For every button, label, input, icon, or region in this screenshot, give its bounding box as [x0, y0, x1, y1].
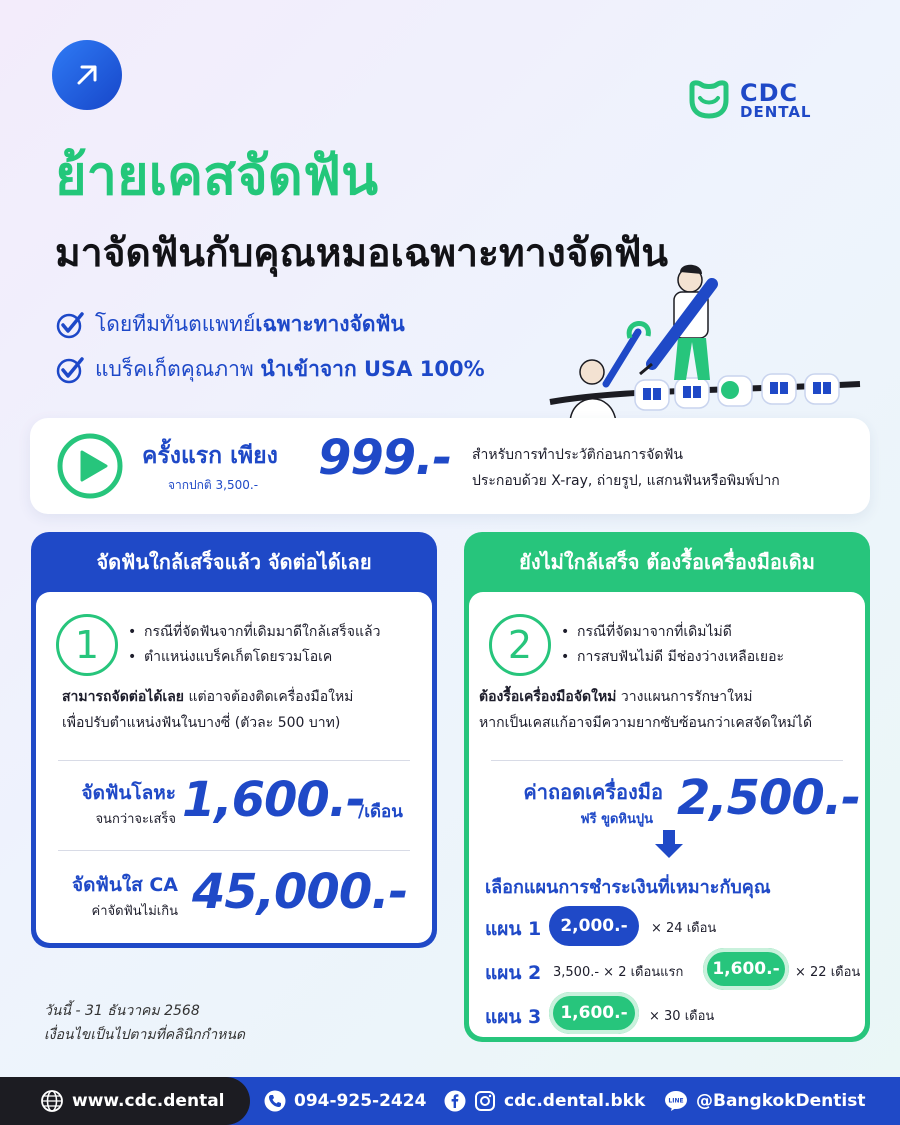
plan-3-amount[interactable]: 1,600.- [549, 992, 639, 1034]
page-title: ย้ายเคสจัดฟัน [55, 144, 378, 207]
promo-price: 999.- [318, 430, 452, 486]
promo-description: สำหรับการทำประวัติก่อนการจัดฟัน [472, 447, 683, 463]
promo-regular-price: จากปกติ 3,500.- [168, 478, 259, 492]
promo-first-time: ครั้งแรก เพียง [142, 443, 278, 469]
clear-aligner-price: 45,000.- [192, 864, 408, 920]
per-month-unit: /เดือน [358, 802, 403, 822]
plan-1-amount[interactable]: 2,000.- [549, 906, 639, 946]
feature-highlight: นำเข้าจาก USA 100% [260, 357, 485, 381]
metal-braces-label: จัดฟันโลหะ [81, 782, 176, 804]
plan-2-term: × 22 เดือน [795, 965, 861, 980]
description-text: วางแผนการรักษาใหม่ [616, 689, 753, 705]
card-header: ยังไม่ใกล้เสร็จ ต้องรื้อเครื่องมือเดิม [519, 550, 815, 574]
removal-fee-note: ฟรี ขูดหินปูน [580, 812, 653, 827]
plan-1-label: แผน 1 [485, 918, 542, 940]
step-number: 1 [56, 614, 118, 676]
arrow-down-icon [653, 828, 685, 860]
card-description [479, 684, 869, 736]
tooth-logo-icon [686, 80, 732, 120]
plan-2-initial: 3,500.- × 2 เดือนแรก [553, 965, 684, 980]
feature-text: แบร็คเก็ตคุณภาพ [95, 357, 261, 381]
dentist-braces-illustration [540, 262, 870, 432]
card-body [36, 592, 432, 943]
check-circle-icon [55, 355, 85, 385]
promo-period: วันนี้ - 31 ธันวาคม 2568 [44, 1003, 200, 1019]
line-icon [664, 1090, 688, 1112]
option-card-continue [31, 532, 437, 948]
check-circle-icon [55, 310, 85, 340]
line-link[interactable] [664, 1077, 865, 1125]
phone-text: 094-925-2424 [294, 1091, 427, 1111]
brand-logo [686, 80, 812, 120]
globe-icon [40, 1089, 64, 1113]
clear-aligner-note: ค่าจัดฟันไม่เกิน [91, 904, 178, 919]
promo-description: ประกอบด้วย X-ray, ถ่ายรูป, แสกนฟันหรือพิมพ์ปาก [472, 473, 780, 489]
feature-row-specialist [55, 308, 405, 341]
list-item: • กรณีที่จัดฟันจากที่เดิมมาดีใกล้เสร็จแล้ว [128, 620, 380, 645]
promo-banner [30, 418, 870, 514]
payment-plan-title: เลือกแผนการชำระเงินที่เหมาะกับคุณ [485, 877, 771, 898]
removal-fee-price: 2,500.- [677, 770, 860, 826]
list-item: • กรณีที่จัดมาจากที่เดิมไม่ดี [561, 620, 784, 645]
metal-braces-note: จนกว่าจะเสร็จ [95, 812, 176, 827]
condition-list [128, 620, 380, 670]
plan-1-term: × 24 เดือน [651, 921, 717, 936]
svg-text:LINE: LINE [668, 1097, 684, 1105]
brand-line2: DENTAL [740, 102, 812, 121]
terms-note: เงื่อนไขเป็นไปตามที่คลินิกกำหนด [44, 1027, 246, 1043]
phone-icon [264, 1090, 286, 1112]
social-link[interactable] [444, 1077, 645, 1125]
card-body [469, 592, 865, 1037]
instagram-icon [474, 1090, 496, 1112]
social-text: cdc.dental.bkk [504, 1091, 646, 1111]
description-text: หากเป็นเคสแก้อาจมีความยากซับซ้อนกว่าเคสจัดใหม่ได้ [479, 715, 813, 731]
clear-aligner-label: จัดฟันใส CA [71, 874, 178, 896]
description-text: เพื่อปรับตำแหน่งฟันในบางซี่ (ตัวละ 500 บาท) [62, 715, 341, 731]
brand-line1: CDC [740, 78, 799, 107]
card-header: จัดฟันใกล้เสร็จแล้ว จัดต่อได้เลย [96, 550, 372, 574]
plan-3-term: × 30 เดือน [649, 1009, 715, 1024]
divider [58, 850, 410, 851]
phone-link[interactable] [264, 1077, 426, 1125]
page-subtitle: มาจัดฟันกับคุณหมอเฉพาะทางจัดฟัน [55, 231, 669, 276]
card-description [62, 684, 422, 736]
feature-row-brackets [55, 353, 485, 386]
website-link[interactable] [40, 1077, 225, 1125]
feature-highlight: เฉพาะทางจัดฟัน [255, 312, 405, 336]
feature-text: โดยทีมทันตแพทย์ [95, 312, 256, 336]
website-text: www.cdc.dental [72, 1091, 225, 1111]
description-highlight: ต้องรื้อเครื่องมือจัดใหม่ [479, 689, 617, 705]
facebook-icon [444, 1090, 466, 1112]
metal-braces-price: 1,600.- [182, 772, 365, 828]
plan-2-label: แผน 2 [485, 962, 542, 984]
step-number: 2 [489, 614, 551, 676]
footer-bar [0, 1077, 900, 1125]
divider [58, 760, 410, 761]
line-text: @BangkokDentist [696, 1091, 866, 1111]
plan-2-amount[interactable]: 1,600.- [703, 948, 789, 990]
removal-fee-label: ค่าถอดเครื่องมือ [523, 780, 663, 804]
divider [491, 760, 843, 761]
list-item: • ตำแหน่งแบร็คเก็ตโดยรวมโอเค [128, 645, 380, 670]
description-text: แต่อาจต้องติดเครื่องมือใหม่ [184, 689, 354, 705]
play-circle-icon[interactable] [56, 432, 124, 500]
option-card-restart [464, 532, 870, 1042]
list-item: • การสบฟันไม่ดี มีช่องว่างเหลือเยอะ [561, 645, 784, 670]
plan-3-label: แผน 3 [485, 1006, 542, 1028]
condition-list [561, 620, 784, 670]
arrow-up-right-icon[interactable] [52, 40, 122, 110]
description-highlight: สามารถจัดต่อได้เลย [62, 689, 184, 705]
